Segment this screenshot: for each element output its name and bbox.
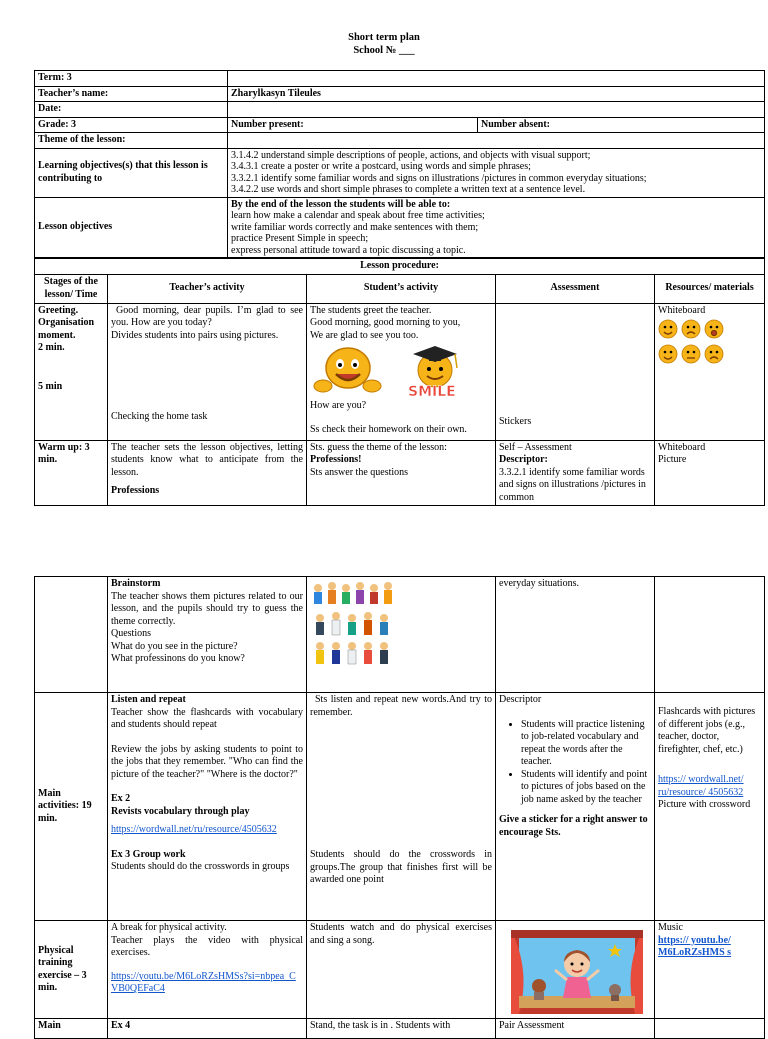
youtube-resource-link[interactable]: https:// youtu.be/ M6LoRZsHMS s <box>658 934 732 958</box>
number-absent: Number absent: <box>478 117 765 133</box>
objective-line: 3.4.3.1 create a poster or write a postcard, using words and simple phrases; <box>231 161 531 172</box>
assessment-greeting: Stickers <box>496 303 655 440</box>
smiley-graduate-image <box>310 342 470 400</box>
stage-main-next: Main <box>35 1019 108 1039</box>
document-title: Short term plan <box>348 32 420 43</box>
stage-physical: Physical training exercise – 3 min. <box>35 921 108 1019</box>
objective-line: 3.1.4.2 understand simple descriptions of people, actions, and objects with visual support; <box>231 149 591 161</box>
grade-cell: Grade: 3 <box>35 117 228 133</box>
learning-objectives-label: Learning objectives(s) that this lesson is contributing to <box>35 148 228 197</box>
objectives-heading: By the end of the lesson the students will be able to: <box>231 198 451 210</box>
emoji-faces-image <box>658 317 734 367</box>
objective-line: 3.3.2.1 identify some familiar words and signs on illustrations /pictures in common everyday situations; <box>231 172 647 184</box>
teacher-physical: A break for physical activity. Teacher plays the video with physical exercises. https://youtu.be/M6LoRZsHMSs?si=nbpea_CVB0QEFaC4 <box>108 921 307 1019</box>
theme-label: Theme of the lesson: <box>35 133 228 149</box>
objective-line: write familiar words correctly and make sentences with them; <box>231 221 479 233</box>
col-teacher: Teacher’s activity <box>108 274 307 303</box>
stage-greeting: Greeting. Organisation moment. 2 min. 5 min <box>35 303 108 440</box>
assessment-next: Pair Assessment <box>496 1019 655 1039</box>
assessment-physical <box>496 921 655 1019</box>
info-table <box>34 70 765 258</box>
wordwall-resource-link[interactable]: https:// wordwall.net/ ru/resource/ 4505632 <box>658 774 744 798</box>
professions-image <box>310 578 394 668</box>
school-number: School № ___ <box>353 45 415 56</box>
descriptor-item: • Students will practice listening to job-related vocabulary and repeat the words after the teacher. <box>521 719 651 769</box>
teacher-main: Listen and repeat Teacher show the flashcards with vocabulary and students should repeat Review the jobs by asking students to point to the jobs that they remember. "Who can find the picture of the teacher?" "Where is the doctor?" Ex 2 Revists vocabulary through play https://wordwall.net/ru/resource/4505632 Ex 3 Group work Students should do the crosswords in groups <box>108 693 307 921</box>
teacher-name: Zharylkasyn Tileules <box>228 86 765 102</box>
procedure-table-continued <box>34 576 765 1039</box>
number-present: Number present: <box>228 117 478 133</box>
assessment-brainstorm: everyday situations. <box>496 577 655 693</box>
resources-main: Flashcards with pictures of different jobs (e.g., teacher, doctor, firefighter, chef, etc.) https:// wordwall.net/ ru/resource/ 4505632 Picture with crossword <box>655 693 765 921</box>
objective-line: practice Present Simple in speech; <box>231 233 369 244</box>
student-main: Sts listen and repeat new words.And try to remember. Students should do the crosswords in groups.The group that finishes first will be awarded one point <box>307 693 496 921</box>
objective-line: 3.4.2.2 use words and short simple phrases to complete a written text at a sentence level. <box>231 184 586 195</box>
stage-warmup: Warm up: 3 min. <box>35 440 108 506</box>
assessment-main: Descriptor • Students will practice listening to job-related vocabulary and repeat the words after the teacher. • Students will identify and point to pictures of jobs based on the job name asked by the teacher Give a sticker for a right answer to encourage Sts. <box>496 693 655 921</box>
student-brainstorm <box>307 577 496 693</box>
wordwall-link[interactable]: https://wordwall.net/ru/resource/4505632 <box>111 824 277 835</box>
descriptor-item: • Students will identify and point to pictures of jobs based on the job name asked by the teacher <box>521 769 651 807</box>
procedure-title: Lesson procedure: <box>35 259 765 275</box>
objective-line: learn how make a calendar and speak about free time activities; <box>231 210 485 221</box>
col-assessment: Assessment <box>496 274 655 303</box>
col-resources: Resources/ materials <box>655 274 765 303</box>
resources-warmup: Whiteboard Picture <box>655 440 765 506</box>
student-greeting: The students greet the teacher. Good morning, good morning to you, We are glad to see you too. SMILE How are you? Ss check their homework on their own. <box>307 303 496 440</box>
teacher-label: Teacher’s name: <box>35 86 228 102</box>
student-physical: Students watch and do physical exercises and sing a song. <box>307 921 496 1019</box>
lesson-objectives <box>228 197 765 258</box>
teacher-warmup: The teacher sets the lesson objectives, letting students know what to anticipate from the lesson. Professions <box>108 440 307 506</box>
term-cell: Term: 3 <box>35 71 228 87</box>
teacher-brainstorm: Brainstorm The teacher shows them pictures related to our lesson, and the pupils should try to guess the theme correctly. Questions What do you see in the picture? What professinons do you know? <box>108 577 307 693</box>
learning-objectives <box>228 148 765 197</box>
lesson-objectives-label: Lesson objectives <box>35 197 228 258</box>
col-stages: Stages of the lesson/ Time <box>35 274 108 303</box>
col-student: Student’s activity <box>307 274 496 303</box>
cartoon-stage-image <box>511 930 643 1014</box>
resources-greeting: Whiteboard <box>655 303 765 440</box>
resources-physical: Music https:// youtu.be/ M6LoRZsHMS s <box>655 921 765 1019</box>
student-warmup: Sts. guess the theme of the lesson: Professions! Sts answer the questions <box>307 440 496 506</box>
objective-line: express personal attitude toward a topic discussing a topic. <box>231 244 466 256</box>
procedure-table <box>34 258 765 506</box>
student-next: Stand, the task is in . Students with <box>307 1019 496 1039</box>
smile-word: SMILE <box>408 384 456 400</box>
stage-main: Main activities: 19 min. <box>35 693 108 921</box>
youtube-link[interactable]: https://youtu.be/M6LoRZsHMSs?si=nbpea_CVB0QEFaC4 <box>111 970 296 994</box>
teacher-greeting: Good morning, dear pupils. I’m glad to see you. How are you today? Divides students into pairs using pictures. Checking the home task <box>108 303 307 440</box>
date-cell: Date: <box>35 102 228 118</box>
teacher-next: Ex 4 <box>108 1019 307 1039</box>
assessment-warmup: Self – Assessment Descriptor: 3.3.2.1 identify some familiar words and signs on illustrations /pictures in common <box>496 440 655 506</box>
